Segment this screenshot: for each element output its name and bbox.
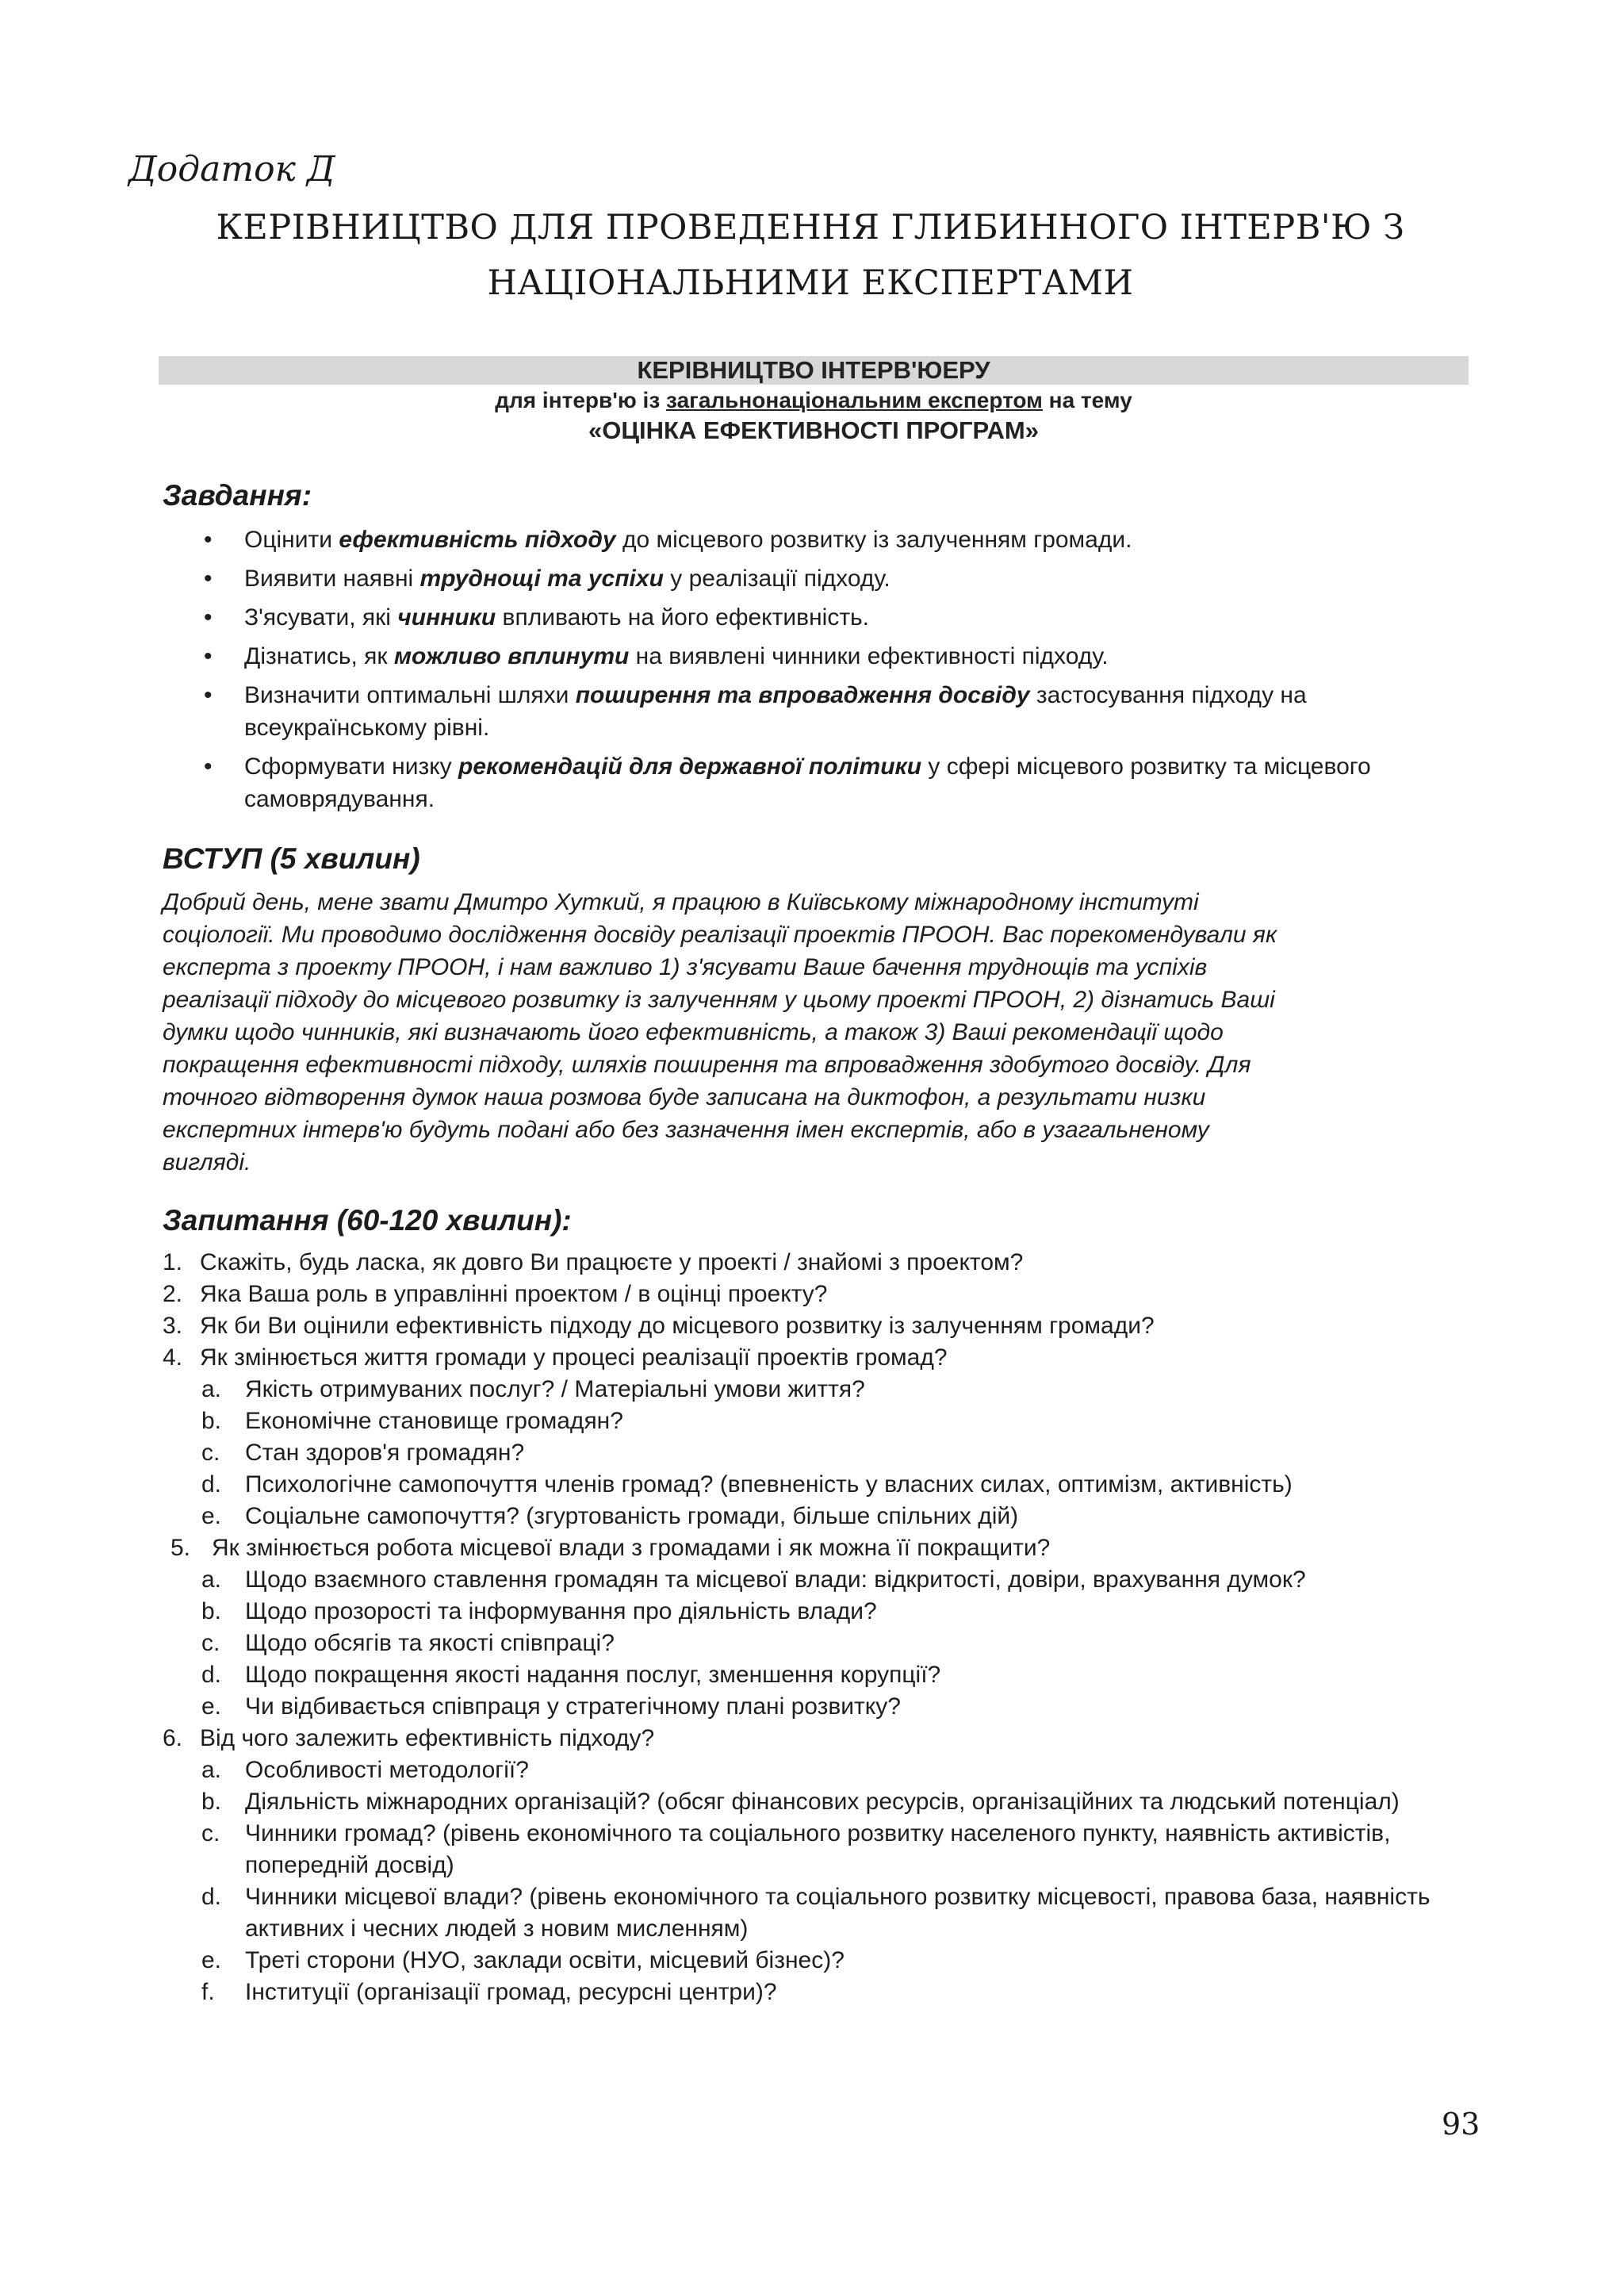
bullet-icon: •	[204, 604, 213, 631]
sub-question-letter: c.	[201, 1630, 220, 1656]
sub-question-letter: d.	[201, 1662, 222, 1688]
sub-question-item	[163, 1786, 1479, 1818]
sub-question-letter: a.	[201, 1376, 222, 1402]
guide-header-subtitle	[159, 385, 1469, 416]
task-item	[163, 562, 1471, 595]
sub-question-item	[163, 1501, 1479, 1532]
sub-question-letter: e.	[201, 1503, 222, 1529]
sub-question-letter: d.	[201, 1471, 222, 1497]
task-text-emphasis: труднощі та успіхи	[419, 566, 664, 592]
sub-question-text: Соціальне самопочуття? (згуртованість громади, більше спільних дій)	[245, 1503, 1019, 1529]
question-item	[163, 1247, 1479, 1279]
question-number: 6.	[163, 1725, 183, 1751]
task-item	[163, 640, 1471, 673]
task-item	[163, 601, 1471, 634]
tasks-heading: Завдання:	[163, 479, 312, 512]
question-text: Як змінюється життя громади у процесі реалізації проектів громад?	[200, 1344, 948, 1371]
subtitle-pre: для інтерв'ю із	[495, 388, 667, 412]
sub-question-text: Психологічне самопочуття членів громад? (впевненість у власних силах, оптимізм, активність)	[245, 1471, 1293, 1497]
sub-question-item	[163, 1596, 1479, 1628]
intro-line: експерта з проекту ПРООН, і нам важливо 1) з'ясувати Ваше бачення труднощів та успіхів	[163, 954, 1208, 980]
title-line-1: КЕРІВНИЦТВО ДЛЯ ПРОВЕДЕННЯ ГЛИБИННОГО ІНТЕРВ'Ю З	[216, 208, 1405, 247]
task-text-post: впливають на його ефективність.	[496, 604, 870, 631]
task-text-pre: Виявити наявні	[244, 566, 420, 592]
sub-question-text: Економічне становище громадян?	[245, 1408, 623, 1434]
annex-label: Додаток Д	[128, 149, 335, 190]
sub-question-item	[163, 1437, 1479, 1469]
question-number: 2.	[163, 1281, 183, 1307]
subtitle-underlined: загальнонаціональним експертом	[666, 388, 1043, 412]
intro-line: експертних інтерв'ю будуть подані або без зазначення імен експертів, або в узагальненому	[163, 1117, 1209, 1143]
sub-question-item	[163, 1564, 1479, 1596]
subtitle-post: на тему	[1042, 388, 1132, 412]
bullet-icon: •	[204, 682, 213, 708]
sub-question-item	[163, 1945, 1479, 1977]
interviewer-guide-header	[159, 356, 1469, 445]
intro-heading: ВСТУП (5 хвилин)	[163, 842, 420, 875]
sub-question-text: Щодо прозорості та інформування про діяльність влади?	[245, 1598, 877, 1624]
sub-question-item	[163, 1754, 1479, 1786]
sub-question-letter: a.	[201, 1566, 222, 1593]
tasks-list	[163, 523, 1471, 822]
task-text-emphasis: поширення та впровадження досвіду	[575, 682, 1030, 708]
intro-line: вигляді.	[163, 1149, 251, 1175]
task-text-pre: Визначити оптимальні шляхи	[244, 682, 576, 708]
bullet-icon: •	[204, 566, 213, 592]
sub-question-text: Чинники місцевої влади? (рівень економічного та соціального розвитку місцевості, правова база, наявність активних і чесних людей з новим мисленням)	[245, 1884, 1431, 1942]
question-text: Як би Ви оцінили ефективність підходу до місцевого розвитку із залученням громади?	[200, 1313, 1155, 1339]
questions-heading: Запитання (60-120 хвилин):	[163, 1204, 572, 1237]
task-text-post: застосування підходу на всеукраїнському рівні.	[244, 682, 1307, 741]
task-text-post: на виявлені чинники ефективності підходу.	[629, 643, 1109, 669]
sub-question-item	[163, 1691, 1479, 1723]
sub-question-item	[163, 1977, 1479, 2008]
questions-list	[163, 1247, 1479, 2008]
intro-paragraph	[163, 886, 1471, 1179]
question-item	[163, 1532, 1479, 1564]
task-text-emphasis: чинники	[397, 604, 496, 631]
task-text-pre: Дізнатись, як	[244, 643, 394, 669]
sub-question-text: Щодо покращення якості надання послуг, зменшення корупції?	[245, 1662, 941, 1688]
question-number: 3.	[163, 1313, 183, 1339]
bullet-icon: •	[204, 754, 213, 780]
sub-question-letter: c.	[201, 1820, 220, 1846]
intro-line: реалізації підходу до місцевого розвитку із залученням у цьому проекті ПРООН, 2) дізнатись Ваші	[163, 987, 1275, 1013]
sub-question-text: Чи відбивається співпраця у стратегічному плані розвитку?	[245, 1693, 901, 1720]
guide-header-topic: «ОЦІНКА ЕФЕКТИВНОСТІ ПРОГРАМ»	[588, 416, 1039, 444]
task-text-post: у сфері місцевого розвитку та місцевого самоврядування.	[244, 754, 1371, 812]
task-text-pre: Сформувати низку	[244, 754, 459, 780]
page-number: 93	[1442, 2107, 1480, 2142]
question-text: Як змінюється робота місцевої влади з громадами і як можна її покращити?	[212, 1535, 1051, 1561]
sub-question-letter: b.	[201, 1789, 222, 1815]
sub-question-item	[163, 1881, 1479, 1945]
intro-line: Добрий день, мене звати Дмитро Хуткий, я працюю в Київському міжнародному інституті	[163, 889, 1199, 915]
sub-question-item	[163, 1469, 1479, 1501]
guide-header-title: КЕРІВНИЦТВО ІНТЕРВ'ЮЕРУ	[637, 356, 990, 384]
sub-question-text: Чинники громад? (рівень економічного та соціального розвитку населеного пункту, наявність активістів, попередній досвід)	[245, 1820, 1391, 1878]
sub-question-item	[163, 1818, 1479, 1881]
task-text-pre: З'ясувати, які	[244, 604, 398, 631]
question-item	[163, 1723, 1479, 1754]
question-item	[163, 1342, 1479, 1374]
sub-question-text: Щодо обсягів та якості співпраці?	[245, 1630, 615, 1656]
sub-question-letter: b.	[201, 1408, 222, 1434]
question-item	[163, 1279, 1479, 1310]
sub-question-text: Інституції (організації громад, ресурсні центри)?	[245, 1979, 777, 2005]
bullet-icon: •	[204, 643, 213, 669]
task-text-post: у реалізації підходу.	[663, 566, 891, 592]
sub-question-letter: c.	[201, 1440, 220, 1466]
sub-question-item	[163, 1659, 1479, 1691]
task-text-emphasis: ефективність підходу	[339, 527, 616, 553]
sub-question-letter: d.	[201, 1884, 222, 1910]
sub-question-text: Щодо взаємного ставлення громадян та місцевої влади: відкритості, довіри, врахування думок?	[245, 1566, 1306, 1593]
sub-question-text: Стан здоров'я громадян?	[245, 1440, 525, 1466]
sub-question-letter: b.	[201, 1598, 222, 1624]
task-item	[163, 523, 1471, 556]
sub-question-letter: e.	[201, 1947, 222, 1973]
question-number: 4.	[163, 1344, 183, 1371]
task-item	[163, 750, 1471, 815]
sub-question-text: Треті сторони (НУО, заклади освіти, місцевий бізнес)?	[245, 1947, 845, 1973]
sub-question-letter: a.	[201, 1757, 222, 1783]
intro-line: думки щодо чинників, які визначають його ефективність, а також 3) Ваші рекомендації щодо	[163, 1019, 1224, 1045]
task-text-pre: Оцінити	[244, 527, 339, 553]
task-text-post: до місцевого розвитку із залученням громади.	[615, 527, 1132, 553]
question-text: Від чого залежить ефективність підходу?	[200, 1725, 655, 1751]
question-number: 5.	[170, 1535, 191, 1561]
intro-line: соціології. Ми проводимо дослідження досвіду реалізації проектів ПРООН. Вас порекомендували як	[163, 922, 1277, 948]
task-text-emphasis: рекомендацій для державної політики	[458, 754, 922, 780]
task-text-emphasis: можливо вплинути	[393, 643, 630, 669]
intro-line: точного відтворення думок наша розмова буде записана на диктофон, а результати низки	[163, 1084, 1206, 1110]
sub-question-text: Діяльність міжнародних організацій? (обсяг фінансових ресурсів, організаційних та людський потенціал)	[245, 1789, 1400, 1815]
task-item	[163, 679, 1471, 744]
sub-question-text: Особливості методології?	[245, 1757, 529, 1783]
bullet-icon: •	[204, 527, 213, 553]
sub-question-item	[163, 1405, 1479, 1437]
question-item	[163, 1310, 1479, 1342]
sub-question-item	[163, 1628, 1479, 1659]
question-text: Скажіть, будь ласка, як довго Ви працюєте у проекті / знайомі з проектом?	[200, 1249, 1024, 1275]
title-line-2: НАЦІОНАЛЬНИМИ ЕКСПЕРТАМИ	[487, 263, 1134, 303]
question-number: 1.	[163, 1249, 183, 1275]
sub-question-item	[163, 1374, 1479, 1405]
intro-line: покращення ефективності підходу, шляхів поширення та впровадження здобутого досвіду. Для	[163, 1052, 1251, 1078]
page-title	[128, 200, 1492, 311]
sub-question-text: Якість отримуваних послуг? / Матеріальні умови життя?	[245, 1376, 865, 1402]
question-text: Яка Ваша роль в управлінні проектом / в оцінці проекту?	[200, 1281, 828, 1307]
sub-question-letter: e.	[201, 1693, 222, 1720]
sub-question-letter: f.	[201, 1979, 215, 2005]
